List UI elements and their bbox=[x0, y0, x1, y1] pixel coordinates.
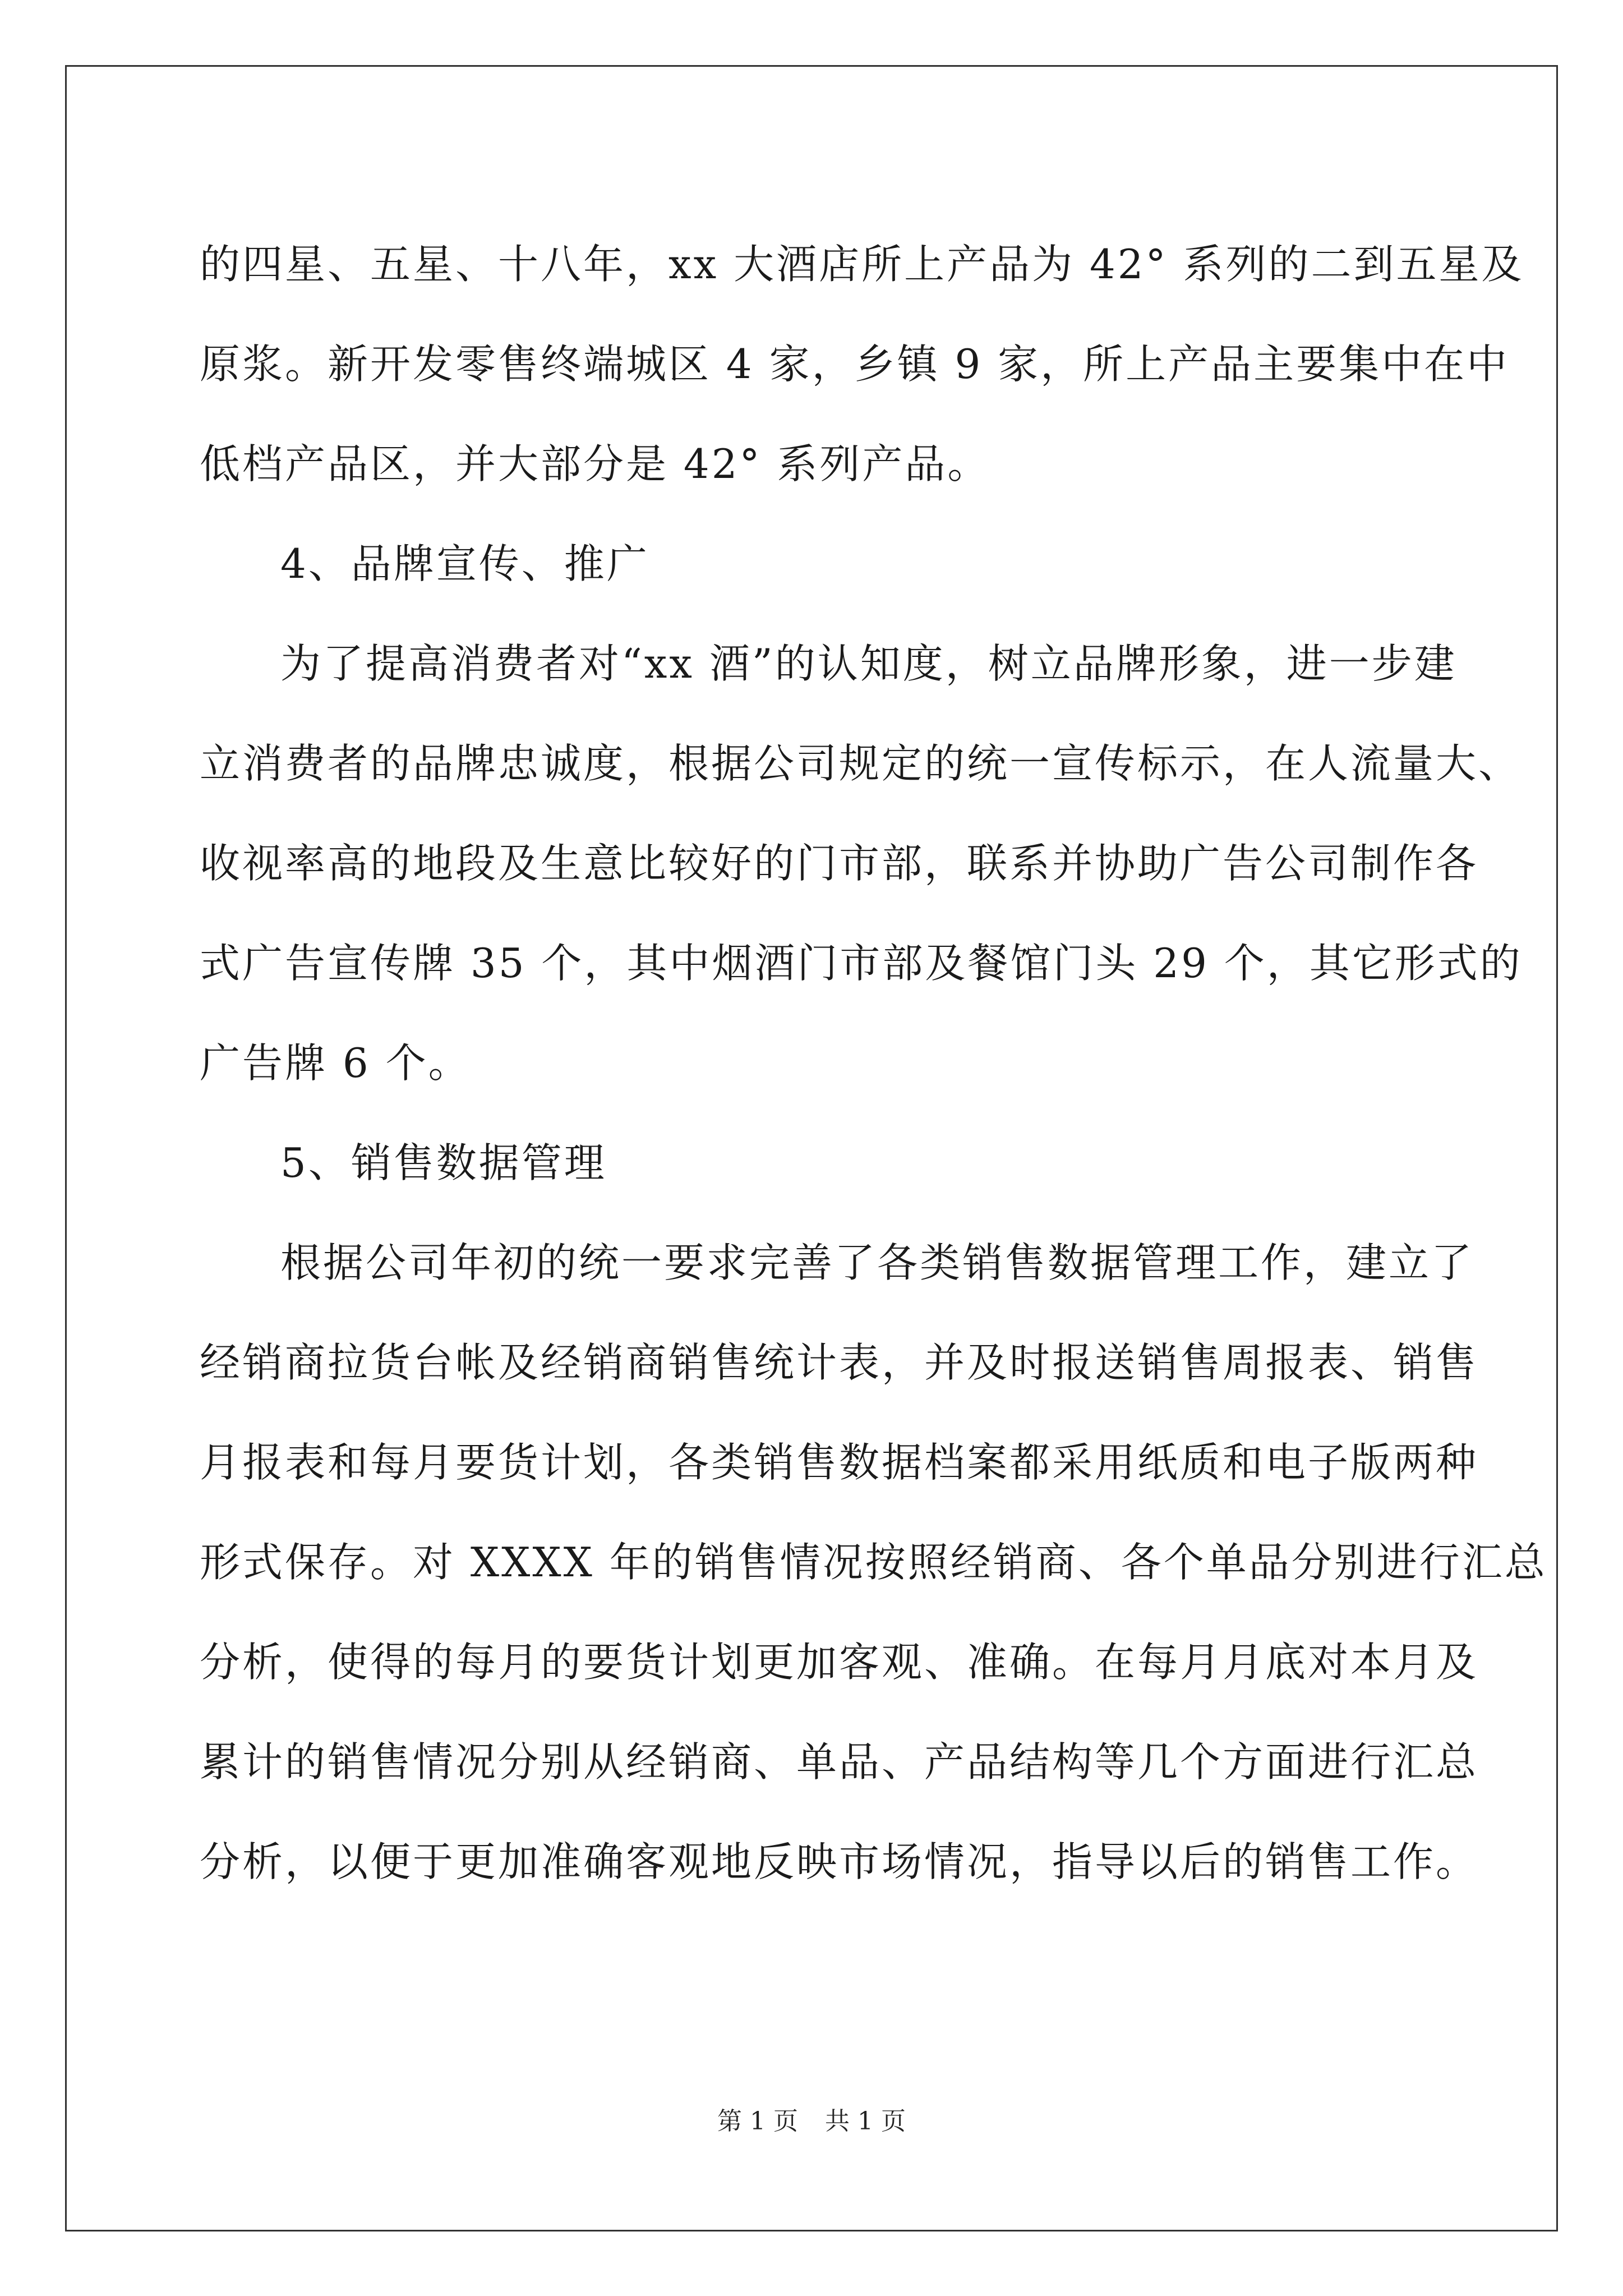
paragraph-line: 式广告宣传牌 35 个，其中烟酒门市部及餐馆门头 29 个，其它形式的 bbox=[200, 940, 1523, 987]
paragraph-line: 广告牌 6 个。 bbox=[200, 1039, 471, 1087]
paragraph-line: 根据公司年初的统一要求完善了各类销售数据管理工作，建立了 bbox=[280, 1239, 1474, 1286]
document-body bbox=[200, 214, 1547, 1912]
page-footer bbox=[0, 2105, 1623, 2138]
paragraph-line: 的四星、五星、十八年，xx 大酒店所上产品为 42° 系列的二到五星及 bbox=[200, 241, 1524, 288]
section-heading: 5、销售数据管理 bbox=[280, 1139, 607, 1186]
paragraph-line: 分析，使得的每月的要货计划更加客观、准确。在每月月底对本月及 bbox=[200, 1639, 1479, 1686]
page-number-total: 共 1 页 bbox=[825, 2107, 906, 2136]
page-number-current: 第 1 页 bbox=[717, 2107, 798, 2136]
paragraph-line: 立消费者的品牌忠诚度，根据公司规定的统一宣传标示，在人流量大、 bbox=[200, 740, 1521, 787]
paragraph-line: 经销商拉货台帐及经销商销售统计表，并及时报送销售周报表、销售 bbox=[200, 1339, 1479, 1386]
paragraph-line: 月报表和每月要货计划，各类销售数据档案都采用纸质和电子版两种 bbox=[200, 1439, 1479, 1486]
paragraph-line: 形式保存。对 XXXX 年的销售情况按照经销商、各个单品分别进行汇总 bbox=[200, 1539, 1547, 1586]
paragraph-line: 分析，以便于更加准确客观地反映市场情况，指导以后的销售工作。 bbox=[200, 1838, 1479, 1885]
paragraph-line: 收视率高的地段及生意比较好的门市部，联系并协助广告公司制作各 bbox=[200, 840, 1479, 887]
paragraph-line: 低档产品区，并大部分是 42° 系列产品。 bbox=[200, 440, 990, 487]
paragraph-line: 累计的销售情况分别从经销商、单品、产品结构等几个方面进行汇总 bbox=[200, 1738, 1479, 1786]
paragraph-line: 原浆。新开发零售终端城区 4 家，乡镇 9 家，所上产品主要集中在中 bbox=[200, 341, 1510, 388]
section-heading: 4、品牌宣传、推广 bbox=[280, 540, 649, 587]
paragraph-line: 为了提高消费者对“xx 酒”的认知度，树立品牌形象，进一步建 bbox=[280, 640, 1457, 687]
